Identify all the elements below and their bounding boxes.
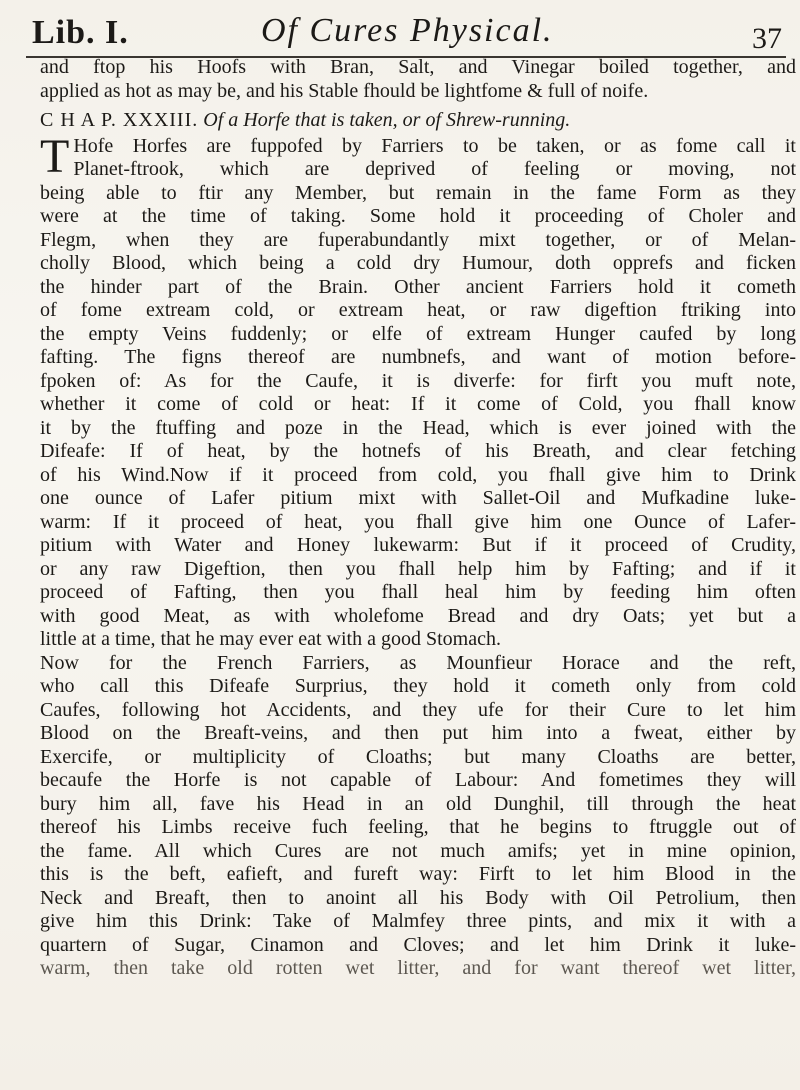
text-line: warm: If it proceed of heat, you fhall give him one Ounce of Lafer- (40, 510, 796, 533)
text-line: or any raw Digeftion, then you fhall help him by Fafting; and if it (40, 557, 796, 580)
body-text (40, 56, 796, 981)
text-line: who call this Difeafe Surprius, they hold it cometh only from cold (40, 675, 796, 697)
text-line: bury him all, fave his Head in an old Dunghil, till through the heat (40, 792, 796, 815)
text-line: were at the time of taking. Some hold it proceeding of Choler and (40, 205, 796, 227)
text-line: it by the ftuffing and poze in the Head, which is ever joined with the (40, 416, 796, 439)
text-line: becaufe the Horfe is not capable of Labour: And fometimes they will (40, 769, 796, 791)
text-line: thereof his Limbs receive fuch feeling, that he begins to ftruggle out of (40, 816, 796, 838)
text-line: cholly Blood, which being a cold dry Humour, doth opprefs and ficken (40, 252, 796, 274)
text-line: the fame. All which Cures are not much amifs; yet in mine opinion, (40, 839, 796, 862)
text-line: fpoken of: As for the Caufe, it is diverfe: for firft you muft note, (40, 369, 796, 392)
text-line: Difeafe: If of heat, by the hotnefs of his Breath, and clear fetching (40, 440, 796, 462)
text-line: Hofe Horfes are fuppofed by Farriers to be taken, or as fome call it (73, 134, 796, 157)
text-line: the empty Veins fuddenly; or elfe of extream Hunger caufed by long (40, 322, 796, 345)
text-line: little at a time, that he may ever eat with a good Stomach. (40, 628, 501, 650)
running-head (26, 8, 786, 58)
chapter-number: C H A P. XXXIII. (40, 109, 199, 131)
text-line: fafting. The figns thereof are numbnefs, and want of motion before- (40, 346, 796, 368)
text-line: and ftop his Hoofs with Bran, Salt, and Vinegar boiled together, and (40, 56, 796, 78)
text-line: whether it come of cold or heat: If it come of Cold, you fhall know (40, 393, 796, 415)
text-line: Neck and Breaft, then to anoint all his Body with Oil Petrolium, then (40, 886, 796, 909)
text-line: Exercife, or multiplicity of Cloaths; but many Cloaths are better, (40, 745, 796, 768)
text-line: of fome extream cold, or extream heat, or raw digeftion ftriking into (40, 299, 796, 321)
text-line: pitium with Water and Honey lukewarm: But if it proceed of Crudity, (40, 534, 796, 556)
chapter-title: Of a Horfe that is taken, or of Shrew-running. (203, 109, 571, 131)
text-line: this is the beft, eafieft, and fureft way: Firft to let him Blood in the (40, 863, 796, 885)
text-line: Flegm, when they are fuperabundantly mixt together, or of Melan- (40, 228, 796, 251)
text-line: the hinder part of the Brain. Other ancient Farriers hold it cometh (40, 275, 796, 298)
text-line: Planet-ftrook, which are deprived of feeling or moving, not (73, 158, 796, 180)
text-line: give him this Drink: Take of Malmfey three pints, and mix it with a (40, 910, 796, 932)
page-number: 37 (752, 22, 782, 55)
text-line: being able to ftir any Member, but remain in the fame Form as they (40, 181, 796, 204)
text-line: Now for the French Farriers, as Mounfieur Horace and the reft, (40, 651, 796, 674)
text-line: quartern of Sugar, Cinamon and Cloves; and let him Drink it luke- (40, 933, 796, 956)
section-title: Of Cures Physical. (261, 12, 554, 49)
text-line: proceed of Fafting, then you fhall heal him by feeding him often (40, 581, 796, 603)
text-line: of his Wind.Now if it proceed from cold, you fhall give him to Drink (40, 463, 796, 486)
text-line: applied as hot as may be, and his Stable fhould be lightfome & full of noife. (40, 79, 649, 102)
drop-capital: T (40, 129, 70, 183)
book-number: Lib. I. (32, 14, 129, 51)
text-line: one ounce of Lafer pitium mixt with Sallet-Oil and Mufkadine luke- (40, 487, 796, 509)
chapter-heading (40, 109, 796, 133)
text-line: Caufes, following hot Accidents, and they ufe for their Cure to let him (40, 698, 796, 721)
text-line: Blood on the Breaft-veins, and then put him into a fweat, either by (40, 722, 796, 744)
text-line: warm, then take old rotten wet litter, and for want thereof wet litter, (40, 957, 796, 979)
chapter-body (40, 129, 796, 981)
text-line: with good Meat, as with wholefome Bread and dry Oats; yet but a (40, 604, 796, 627)
